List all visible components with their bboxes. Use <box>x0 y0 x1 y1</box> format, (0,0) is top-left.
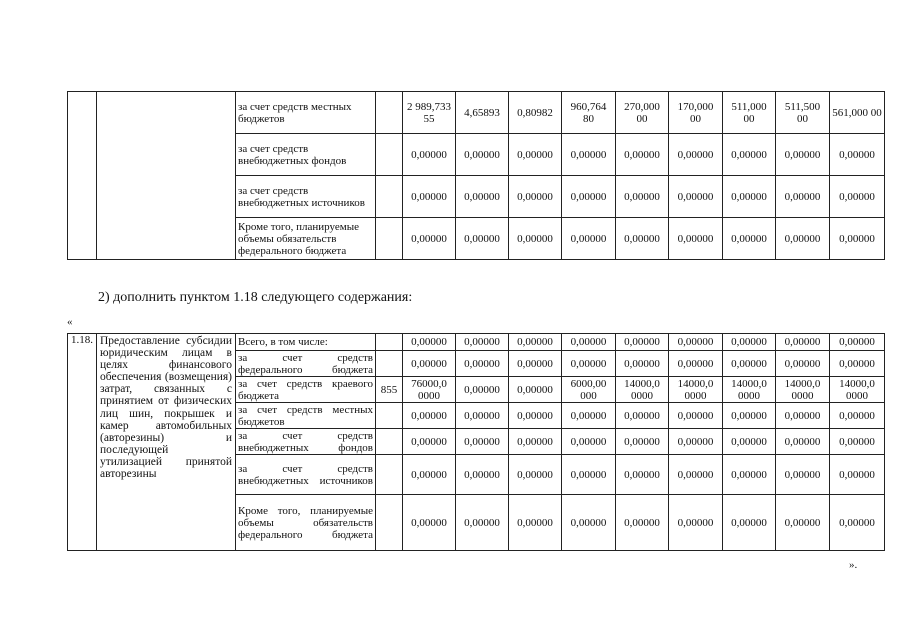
opening-quote: « <box>67 316 73 328</box>
funding-source-cell: Кроме того, планируемые объемы обязательств федерального бюджета <box>236 495 376 551</box>
value-cell: 0,00000 <box>509 334 562 351</box>
value-cell: 0,00000 <box>456 403 509 429</box>
value-cell: 0,00000 <box>616 429 669 455</box>
value-cell: 0,00000 <box>830 455 885 495</box>
item-number-cell: 1.18. <box>68 334 97 551</box>
item-description-cell: Предоставление субсидии юридическим лицам в целях финансового обеспечения (возмещения) затрат, связанных с принятием от физических лиц шин, покрышек и камер автомобильных (авторезины) и последующей утилизацией принятой авторезины <box>97 334 236 551</box>
value-cell: 0,00000 <box>830 495 885 551</box>
code-cell <box>376 92 403 134</box>
value-cell: 0,00000 <box>509 403 562 429</box>
table-row <box>68 92 885 134</box>
value-cell: 2 989,733 55 <box>403 92 456 134</box>
value-cell: 511,000 00 <box>723 92 776 134</box>
value-cell: 0,00000 <box>776 455 830 495</box>
value-cell: 0,00000 <box>616 351 669 377</box>
value-cell: 270,000 00 <box>616 92 669 134</box>
value-cell: 0,00000 <box>669 495 723 551</box>
value-cell: 0,00000 <box>403 334 456 351</box>
value-cell: 76000,0 0000 <box>403 377 456 403</box>
value-cell: 0,00000 <box>669 455 723 495</box>
value-cell: 0,00000 <box>723 495 776 551</box>
value-cell: 0,00000 <box>616 218 669 260</box>
value-cell: 0,00000 <box>456 377 509 403</box>
value-cell: 0,00000 <box>669 351 723 377</box>
value-cell: 170,000 00 <box>669 92 723 134</box>
value-cell: 0,00000 <box>776 334 830 351</box>
funding-source-cell: за счет средств внебюджетных источников <box>236 455 376 495</box>
value-cell: 0,00000 <box>723 403 776 429</box>
value-cell: 0,00000 <box>830 429 885 455</box>
value-cell: 0,00000 <box>403 218 456 260</box>
item-description-cell <box>97 92 236 260</box>
value-cell: 0,00000 <box>403 403 456 429</box>
value-cell: 0,00000 <box>776 176 830 218</box>
item-number-cell <box>68 92 97 260</box>
value-cell: 0,00000 <box>723 455 776 495</box>
value-cell: 0,00000 <box>562 176 616 218</box>
value-cell: 0,00000 <box>403 134 456 176</box>
value-cell: 0,00000 <box>776 218 830 260</box>
value-cell: 0,00000 <box>509 134 562 176</box>
code-cell <box>376 334 403 351</box>
code-cell: 855 <box>376 377 403 403</box>
budget-table-continuation <box>67 91 885 260</box>
value-cell: 0,00000 <box>669 176 723 218</box>
value-cell: 0,00000 <box>669 334 723 351</box>
code-cell <box>376 455 403 495</box>
value-cell: 0,00000 <box>562 429 616 455</box>
value-cell: 0,00000 <box>456 334 509 351</box>
value-cell: 0,00000 <box>616 176 669 218</box>
value-cell: 0,00000 <box>616 134 669 176</box>
value-cell: 0,00000 <box>723 334 776 351</box>
value-cell: 0,00000 <box>509 495 562 551</box>
value-cell: 0,00000 <box>776 495 830 551</box>
value-cell: 0,00000 <box>562 403 616 429</box>
value-cell: 0,00000 <box>776 134 830 176</box>
value-cell: 0,00000 <box>723 134 776 176</box>
value-cell: 0,80982 <box>509 92 562 134</box>
value-cell: 0,00000 <box>456 495 509 551</box>
value-cell: 0,00000 <box>830 351 885 377</box>
value-cell: 14000,0 0000 <box>669 377 723 403</box>
value-cell: 0,00000 <box>776 403 830 429</box>
funding-source-cell: Всего, в том числе: <box>236 334 376 351</box>
funding-source-cell: за счет средств внебюджетных фондов <box>236 134 376 176</box>
value-cell: 0,00000 <box>509 351 562 377</box>
funding-source-cell: за счет средств местных бюджетов <box>236 403 376 429</box>
code-cell <box>376 495 403 551</box>
value-cell: 0,00000 <box>669 134 723 176</box>
value-cell: 0,00000 <box>616 495 669 551</box>
value-cell: 0,00000 <box>456 429 509 455</box>
value-cell: 0,00000 <box>616 334 669 351</box>
value-cell: 14000,0 0000 <box>776 377 830 403</box>
value-cell: 0,00000 <box>723 218 776 260</box>
funding-source-cell: за счет средств федерального бюджета <box>236 351 376 377</box>
value-cell: 960,764 80 <box>562 92 616 134</box>
value-cell: 0,00000 <box>830 334 885 351</box>
value-cell: 0,00000 <box>456 218 509 260</box>
code-cell <box>376 351 403 377</box>
table-row <box>68 334 885 351</box>
code-cell <box>376 429 403 455</box>
funding-source-cell: за счет средств местных бюджетов <box>236 92 376 134</box>
code-cell <box>376 176 403 218</box>
value-cell: 0,00000 <box>830 403 885 429</box>
value-cell: 0,00000 <box>562 134 616 176</box>
value-cell: 561,000 00 <box>830 92 885 134</box>
value-cell: 0,00000 <box>616 403 669 429</box>
value-cell: 0,00000 <box>509 218 562 260</box>
value-cell: 14000,0 0000 <box>616 377 669 403</box>
code-cell <box>376 218 403 260</box>
value-cell: 0,00000 <box>456 134 509 176</box>
value-cell: 0,00000 <box>456 176 509 218</box>
funding-source-cell: за счет средств внебюджетных источников <box>236 176 376 218</box>
value-cell: 0,00000 <box>830 176 885 218</box>
value-cell: 0,00000 <box>403 429 456 455</box>
value-cell: 0,00000 <box>456 455 509 495</box>
value-cell: 4,65893 <box>456 92 509 134</box>
budget-table-item-1-18 <box>67 333 885 551</box>
amendment-paragraph: 2) дополнить пунктом 1.18 следующего содержания: <box>98 290 413 305</box>
value-cell: 0,00000 <box>562 455 616 495</box>
value-cell: 0,00000 <box>509 176 562 218</box>
value-cell: 6000,00 000 <box>562 377 616 403</box>
value-cell: 0,00000 <box>830 134 885 176</box>
value-cell: 0,00000 <box>669 429 723 455</box>
value-cell: 0,00000 <box>669 403 723 429</box>
funding-source-cell: за счет средств краевого бюджета <box>236 377 376 403</box>
closing-quote: ». <box>849 559 858 571</box>
value-cell: 0,00000 <box>509 455 562 495</box>
value-cell: 0,00000 <box>776 429 830 455</box>
value-cell: 511,500 00 <box>776 92 830 134</box>
value-cell: 14000,0 0000 <box>830 377 885 403</box>
value-cell: 0,00000 <box>562 495 616 551</box>
value-cell: 0,00000 <box>776 351 830 377</box>
funding-source-cell: Кроме того, планируемые объемы обязательств федерального бюджета <box>236 218 376 260</box>
value-cell: 0,00000 <box>403 455 456 495</box>
value-cell: 0,00000 <box>830 218 885 260</box>
value-cell: 0,00000 <box>723 176 776 218</box>
value-cell: 0,00000 <box>403 495 456 551</box>
value-cell: 0,00000 <box>616 455 669 495</box>
value-cell: 0,00000 <box>403 176 456 218</box>
value-cell: 0,00000 <box>562 334 616 351</box>
value-cell: 0,00000 <box>723 429 776 455</box>
value-cell: 0,00000 <box>403 351 456 377</box>
code-cell <box>376 403 403 429</box>
value-cell: 0,00000 <box>723 351 776 377</box>
code-cell <box>376 134 403 176</box>
value-cell: 14000,0 0000 <box>723 377 776 403</box>
value-cell: 0,00000 <box>562 218 616 260</box>
value-cell: 0,00000 <box>669 218 723 260</box>
value-cell: 0,00000 <box>456 351 509 377</box>
funding-source-cell: за счет средств внебюджетных фондов <box>236 429 376 455</box>
value-cell: 0,00000 <box>562 351 616 377</box>
value-cell: 0,00000 <box>509 377 562 403</box>
value-cell: 0,00000 <box>509 429 562 455</box>
